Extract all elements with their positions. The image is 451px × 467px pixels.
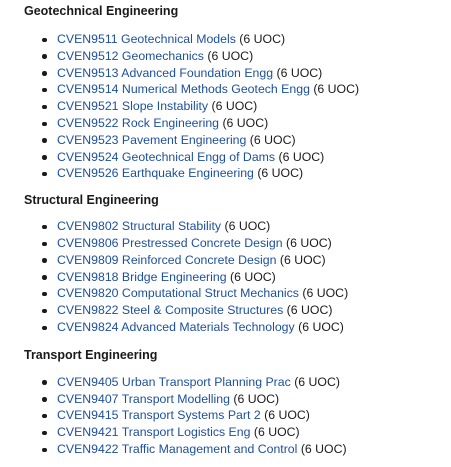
bullet-icon [42, 38, 47, 43]
uoc-label: (6 UOC) [298, 319, 344, 334]
uoc-label: (6 UOC) [313, 82, 360, 97]
list-item [24, 218, 451, 235]
bullet-icon [42, 292, 47, 297]
uoc-label: (6 UOC) [207, 48, 254, 63]
uoc-label: (6 UOC) [249, 132, 296, 147]
bullet-icon [42, 54, 47, 59]
uoc-label: (6 UOC) [294, 374, 340, 389]
uoc-label: (6 UOC) [302, 286, 349, 301]
course-link[interactable]: CVEN9512 Geomechanics [57, 48, 204, 63]
list-item [24, 269, 451, 286]
course-link[interactable]: CVEN9524 Geotechnical Engg of Dams [57, 149, 276, 164]
uoc-label: (6 UOC) [253, 425, 300, 440]
bullet-icon [42, 448, 47, 453]
bullet-icon [42, 275, 47, 280]
list-item [24, 252, 451, 269]
list-item [24, 98, 451, 115]
bullet-icon [42, 225, 47, 230]
course-link[interactable]: CVEN9818 Bridge Engineering [57, 269, 227, 284]
section-transport-engineering [24, 347, 451, 458]
list-item [24, 235, 451, 252]
course-link[interactable]: CVEN9523 Pavement Engineering [57, 132, 247, 147]
bullet-icon [42, 138, 47, 143]
uoc-label: (6 UOC) [211, 99, 258, 114]
bullet-icon [42, 105, 47, 110]
course-link[interactable]: CVEN9421 Transport Logistics Eng [57, 425, 251, 440]
section-heading: Transport Engineering [24, 347, 158, 362]
list-item [24, 319, 451, 336]
bullet-icon [42, 155, 47, 160]
bullet-icon [42, 380, 47, 385]
list-item [24, 81, 451, 98]
list-item [24, 165, 451, 182]
list-item [24, 302, 451, 319]
uoc-label: (6 UOC) [264, 408, 310, 423]
uoc-label: (6 UOC) [229, 269, 276, 284]
course-list [24, 31, 451, 182]
course-link[interactable]: CVEN9822 Steel & Composite Structures [57, 303, 284, 318]
uoc-label: (6 UOC) [239, 32, 286, 46]
uoc-label: (6 UOC) [222, 115, 269, 130]
list-item [24, 407, 451, 424]
course-link[interactable]: CVEN9809 Reinforced Concrete Design [57, 252, 277, 267]
bullet-icon [42, 309, 47, 314]
course-link[interactable]: CVEN9802 Structural Stability [57, 219, 222, 234]
list-item [24, 149, 451, 166]
uoc-label: (6 UOC) [233, 391, 280, 406]
course-link[interactable]: CVEN9522 Rock Engineering [57, 115, 220, 130]
list-item [24, 31, 451, 48]
bullet-icon [42, 414, 47, 419]
section-structural-engineering [24, 192, 451, 336]
course-link[interactable]: CVEN9415 Transport Systems Part 2 [57, 408, 261, 423]
list-item [24, 132, 451, 149]
section-heading: Structural Engineering [24, 193, 159, 208]
bullet-icon [42, 88, 47, 93]
uoc-label: (6 UOC) [278, 149, 325, 164]
course-list [24, 218, 451, 336]
course-link[interactable]: CVEN9405 Urban Transport Planning Prac [57, 374, 291, 389]
uoc-label: (6 UOC) [276, 65, 323, 80]
uoc-label: (6 UOC) [300, 441, 347, 456]
list-item [24, 115, 451, 132]
list-item [24, 48, 451, 65]
list-item [24, 441, 451, 458]
course-link[interactable]: CVEN9422 Traffic Management and Control [57, 441, 298, 456]
list-item [24, 424, 451, 441]
uoc-label: (6 UOC) [224, 219, 271, 234]
uoc-label: (6 UOC) [257, 166, 304, 181]
uoc-label: (6 UOC) [286, 303, 333, 318]
course-link[interactable]: CVEN9407 Transport Modelling [57, 391, 230, 406]
bullet-icon [42, 172, 47, 177]
course-link[interactable]: CVEN9513 Advanced Foundation Engg [57, 65, 274, 80]
list-item [24, 65, 451, 82]
bullet-icon [42, 431, 47, 436]
bullet-icon [42, 122, 47, 127]
course-link[interactable]: CVEN9820 Computational Struct Mechanics [57, 286, 299, 301]
course-link[interactable]: CVEN9824 Advanced Materials Technology [57, 319, 295, 334]
bullet-icon [42, 242, 47, 247]
bullet-icon [42, 326, 47, 331]
uoc-label: (6 UOC) [285, 235, 332, 250]
uoc-label: (6 UOC) [279, 252, 326, 267]
bullet-icon [42, 258, 47, 263]
list-item [24, 374, 451, 391]
course-link[interactable]: CVEN9521 Slope Instability [57, 99, 209, 114]
list-item [24, 285, 451, 302]
section-heading: Geotechnical Engineering [24, 4, 179, 18]
course-link[interactable]: CVEN9514 Numerical Methods Geotech Engg [57, 82, 310, 97]
bullet-icon [42, 397, 47, 402]
bullet-icon [42, 71, 47, 76]
list-item [24, 391, 451, 408]
course-link[interactable]: CVEN9526 Earthquake Engineering [57, 166, 254, 181]
course-link[interactable]: CVEN9511 Geotechnical Models [57, 32, 236, 46]
course-link[interactable]: CVEN9806 Prestressed Concrete Design [57, 235, 283, 250]
section-geotechnical-engineering [24, 3, 451, 182]
course-list [24, 374, 451, 458]
